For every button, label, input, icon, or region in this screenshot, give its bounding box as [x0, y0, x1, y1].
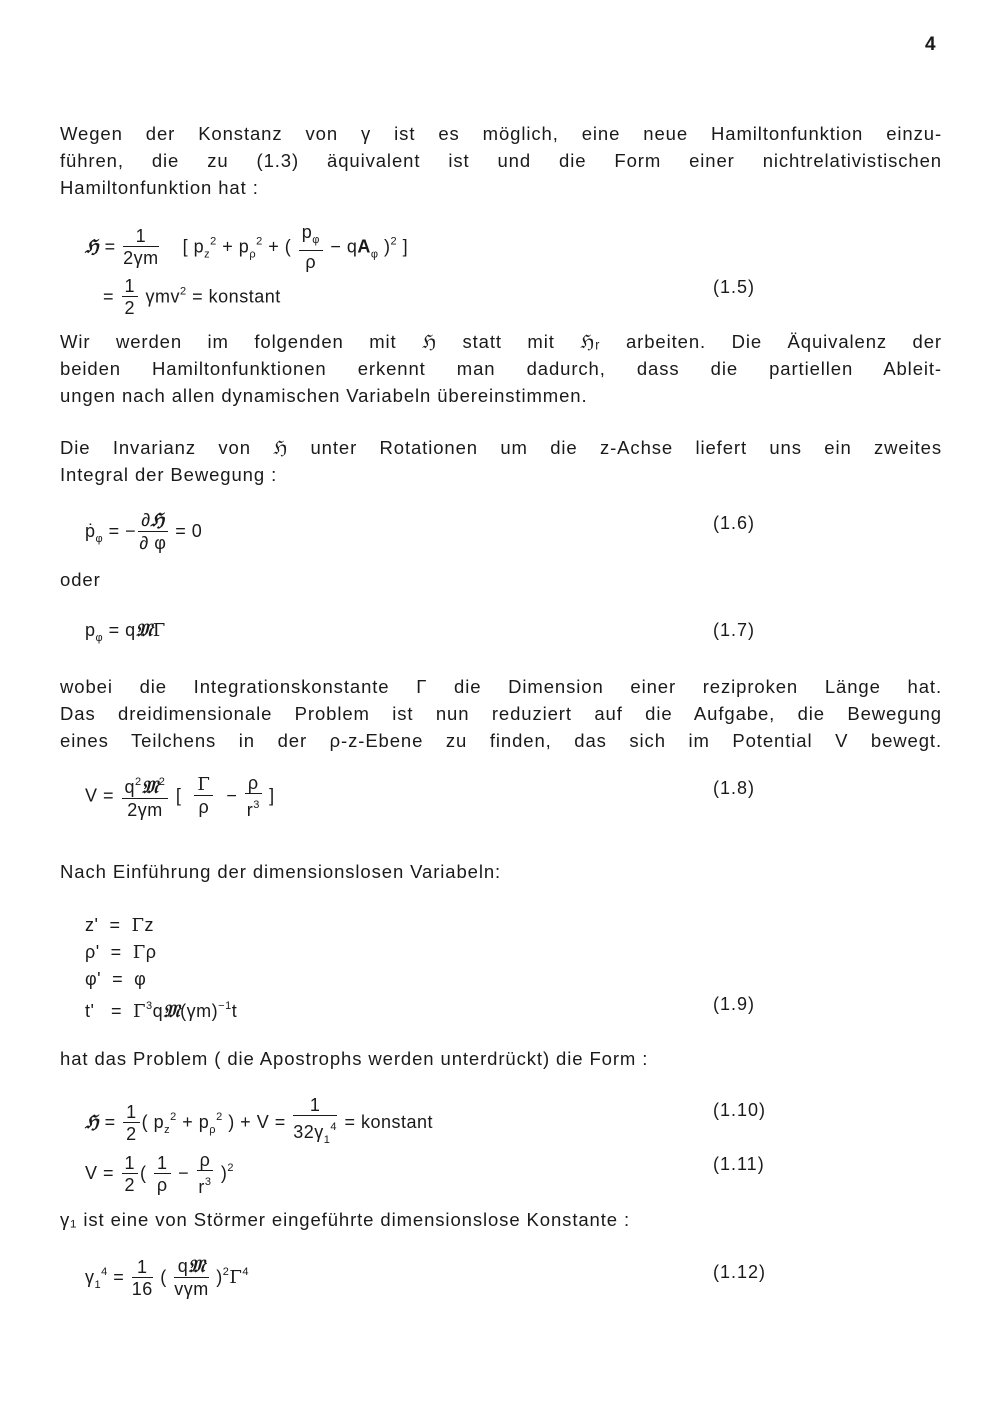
paragraph-invariance	[60, 434, 942, 488]
equation-number: (1.9)	[713, 994, 756, 1014]
text-line: Die Invarianz von ℌ unter Rotationen um die z-Achse liefert uns ein zweites	[60, 437, 942, 458]
paragraph-intro	[60, 120, 942, 201]
paragraph-reduction	[60, 673, 942, 754]
equation-number: (1.11)	[713, 1154, 765, 1174]
text-line: Hamiltonfunktion hat :	[60, 177, 259, 198]
equation-number: (1.7)	[713, 620, 756, 640]
text-line: ungen nach allen dynamischen Variabeln übereinstimmen.	[60, 385, 588, 406]
text-line: wobei die Integrationskonstante Γ die Dimension einer reziproken Länge hat.	[60, 676, 942, 697]
equation-1-10: ℌ = $\frac{1}{2}$ ( $p_z^2 + p_\rho^2$ ) + V = $\frac{1}{32\gamma_1^4}$ = konstant	[85, 1095, 434, 1146]
equation-1-12: $\gamma_1^4$ = $\frac{1}{16}$ ( $\frac{\text{q𝔐}}{\text{vγm}}$ )$^2\Gamma^4$	[85, 1256, 250, 1299]
equation-1-6: ṗ$_\varphi$ = − $\frac{\text{∂ℌ}}{\partial \varphi}$ = 0	[85, 510, 203, 553]
text-line: Wir werden im folgenden mit ℌ statt mit ℌᵣ arbeiten. Die Äquivalenz der	[60, 331, 942, 352]
equation-number: (1.6)	[713, 513, 756, 533]
equation-1-9: z' = Γz ρ' = Γρ φ' = φ $t' = \Gamma^3q𝔐(\gamma m)^{-1}t$	[85, 915, 238, 1022]
equation-number: (1.8)	[713, 778, 756, 798]
paragraph-form	[60, 1045, 942, 1072]
paragraph-stoermer	[60, 1206, 942, 1233]
equation-1-5-line1: ℌ = $\frac{1}{2\gamma m}$ [ $p_z^2 + p_\rho^2$ + ( $\frac{p_\varphi}{\rho}$ − $qA_\varphi$ )$^2$ ]	[85, 222, 409, 272]
equation-1-11: V = $\frac{1}{2}$ ( $\frac{1}{\rho}$ − $\frac{\rho}{r^3}$ )$^2$	[85, 1150, 234, 1197]
text-line: Das dreidimensionale Problem ist nun reduziert auf die Aufgabe, die Bewegung	[60, 703, 942, 724]
equation-1-8: V = $\frac{q^2𝔐^2}{2\gamma m}$ [ $\frac{\Gamma}{\rho}$ − $\frac{\rho}{r^3}$ ]	[85, 772, 275, 820]
text-line: γ₁ ist eine von Störmer eingeführte dimensionslose Konstante :	[60, 1209, 631, 1230]
text-line: hat das Problem ( die Apostrophs werden unterdrückt) die Form :	[60, 1048, 649, 1069]
equation-1-7: $p_\varphi$ = q𝔐Γ	[85, 620, 166, 644]
equation-number: (1.12)	[713, 1262, 767, 1282]
paragraph-dimensionless	[60, 858, 942, 885]
text-oder	[60, 566, 942, 593]
text-line: eines Teilchens in der ρ-z-Ebene zu finden, das sich im Potential V bewegt.	[60, 730, 942, 751]
text-line: beiden Hamiltonfunktionen erkennt man dadurch, dass die partiellen Ableit-	[60, 358, 942, 379]
page-number: 4	[925, 34, 936, 55]
text-line: führen, die zu (1.3) äquivalent ist und die Form einer nichtrelativistischen	[60, 150, 942, 171]
text-line: Wegen der Konstanz von γ ist es möglich, eine neue Hamiltonfunktion einzu-	[60, 123, 942, 144]
equation-number: (1.5)	[713, 277, 756, 297]
equation-number: (1.10)	[713, 1100, 767, 1120]
text-line: Integral der Bewegung :	[60, 464, 278, 485]
text-line: Nach Einführung der dimensionslosen Variabeln:	[60, 861, 502, 882]
paragraph-equivalence	[60, 328, 942, 409]
text-line: oder	[60, 569, 101, 590]
equation-1-5-line2: = $\frac{1}{2}$ γmv$^2$ = konstant	[103, 276, 281, 318]
